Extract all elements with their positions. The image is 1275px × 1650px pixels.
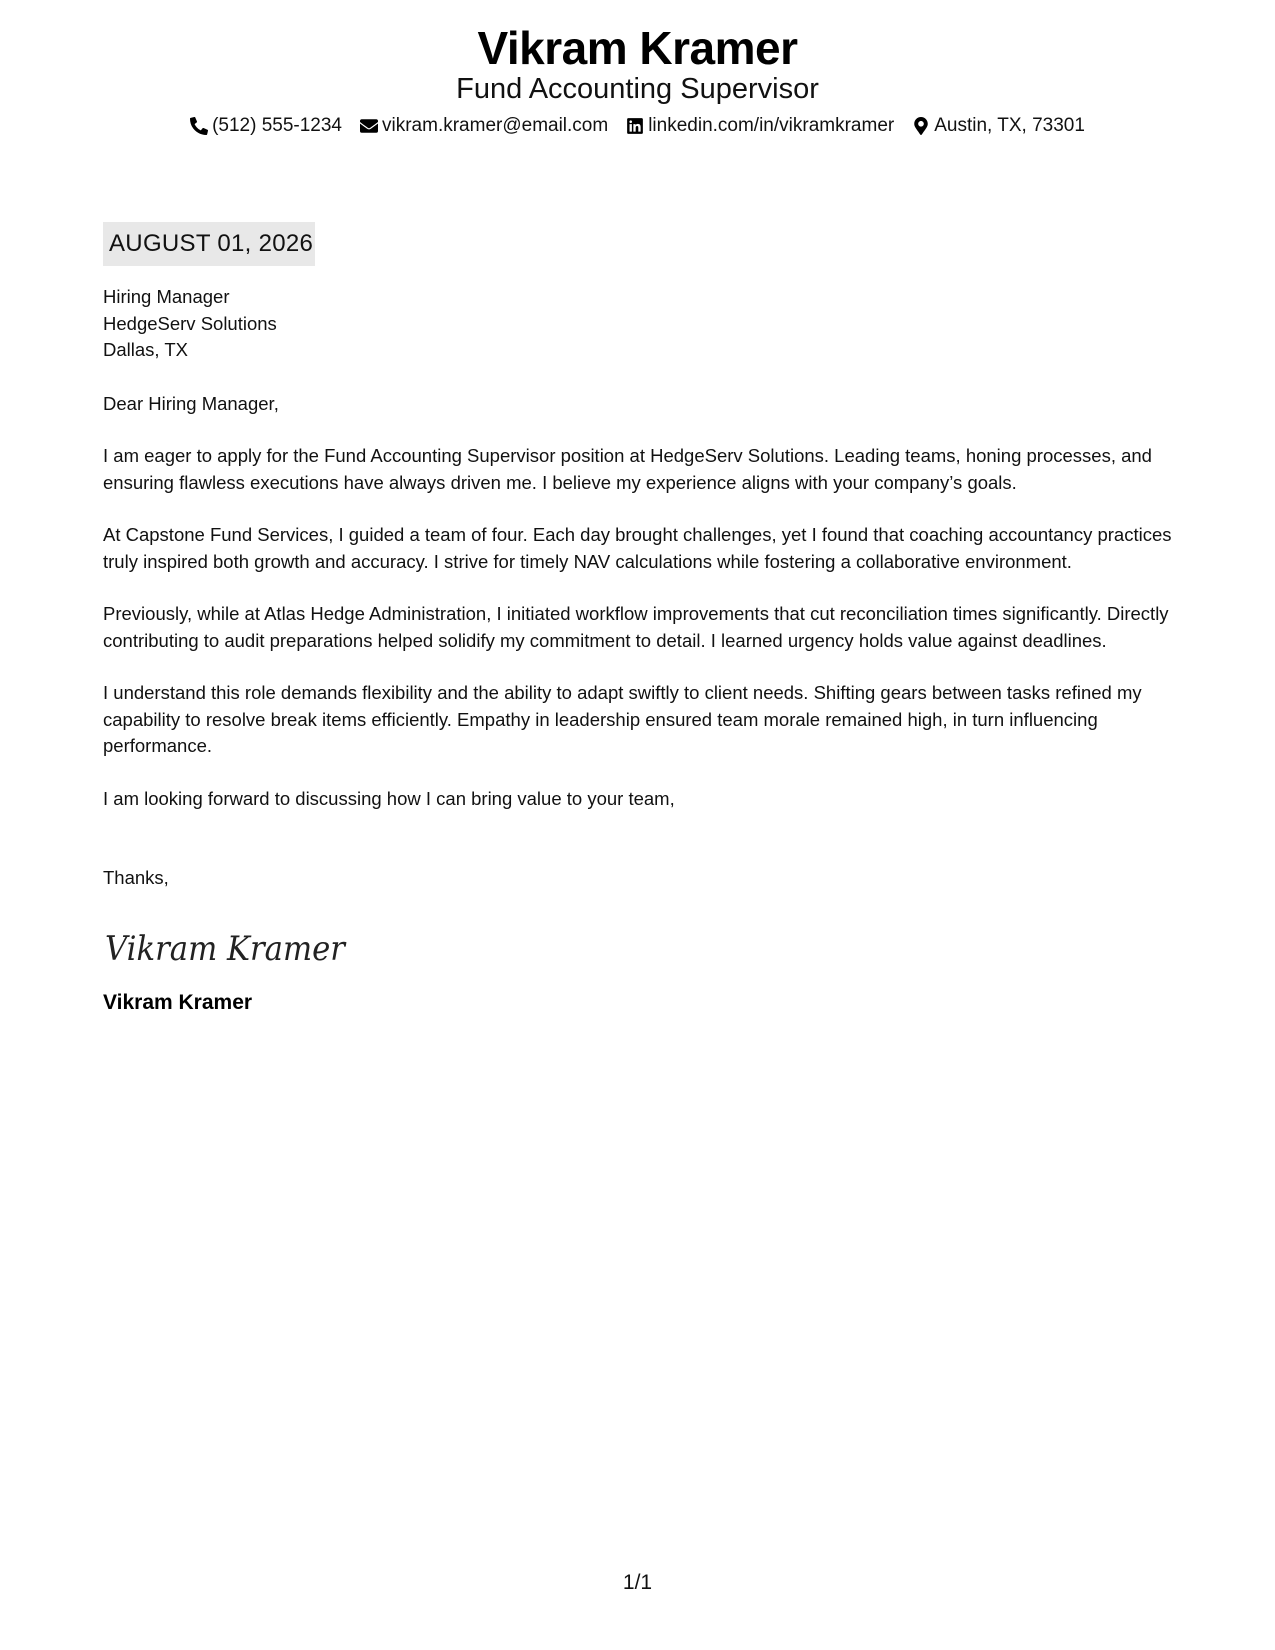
signoff: Thanks, [103, 867, 169, 888]
paragraph-4: I understand this role demands flexibility and the ability to adapt swiftly to client needs. Shifting gears between tasks refined my capability to resolve break items efficiently. Empathy in leadership ensured team morale remained high, in turn influencing performance. [103, 682, 1142, 756]
applicant-job-title: Fund Accounting Supervisor [456, 73, 819, 105]
paragraph-1: I am eager to apply for the Fund Accounting Supervisor position at HedgeServ Solutions. Leading teams, honing processes, and ensuring flawless executions have always driven me. I believe my experience aligns with your company’s goals. [103, 445, 1152, 493]
linkedin-text: linkedin.com/in/vikramkramer [648, 115, 895, 136]
contact-info [0, 114, 1275, 138]
recipient-company: HedgeServ Solutions [103, 312, 277, 334]
page-number: 1/1 [622, 1571, 653, 1594]
letter-body [103, 222, 1173, 1016]
map-pin-icon [912, 117, 930, 135]
contact-phone [190, 114, 342, 138]
email-text: vikram.kramer@email.com [382, 115, 609, 136]
signature-text: Vikram Kramer [105, 928, 347, 969]
phone-text: (512) 555-1234 [212, 115, 342, 136]
recipient-location: Dallas, TX [103, 339, 188, 360]
signed-name: Vikram Kramer [103, 990, 253, 1014]
letter-date: AUGUST 01, 2026 [103, 222, 315, 266]
handwritten-signature [103, 920, 363, 976]
envelope-icon [360, 117, 378, 135]
linkedin-icon [626, 117, 644, 135]
recipient-title: Hiring Manager [103, 286, 230, 307]
salutation: Dear Hiring Manager, [103, 392, 279, 414]
closing-line: I am looking forward to discussing how I can bring value to your team, [103, 787, 675, 809]
contact-linkedin [626, 114, 894, 138]
paragraph-3: Previously, while at Atlas Hedge Administration, I initiated workflow improvements that cut reconciliation times significantly. Directly contributing to audit preparations helped solidify my commitment to detail. I learned urgency holds value against deadlines. [103, 603, 1169, 651]
phone-icon [190, 117, 208, 135]
paragraph-2: At Capstone Fund Services, I guided a team of four. Each day brought challenges, yet I found that coaching accountancy practices truly inspired both growth and accuracy. I strive for timely NAV calculations while fostering a collaborative environment. [103, 524, 1172, 572]
contact-email [360, 114, 608, 138]
contact-location [912, 114, 1085, 138]
letter-header [0, 22, 1275, 138]
recipient-block [103, 284, 1173, 364]
location-text: Austin, TX, 73301 [934, 115, 1085, 136]
applicant-name: Vikram Kramer [477, 22, 798, 74]
